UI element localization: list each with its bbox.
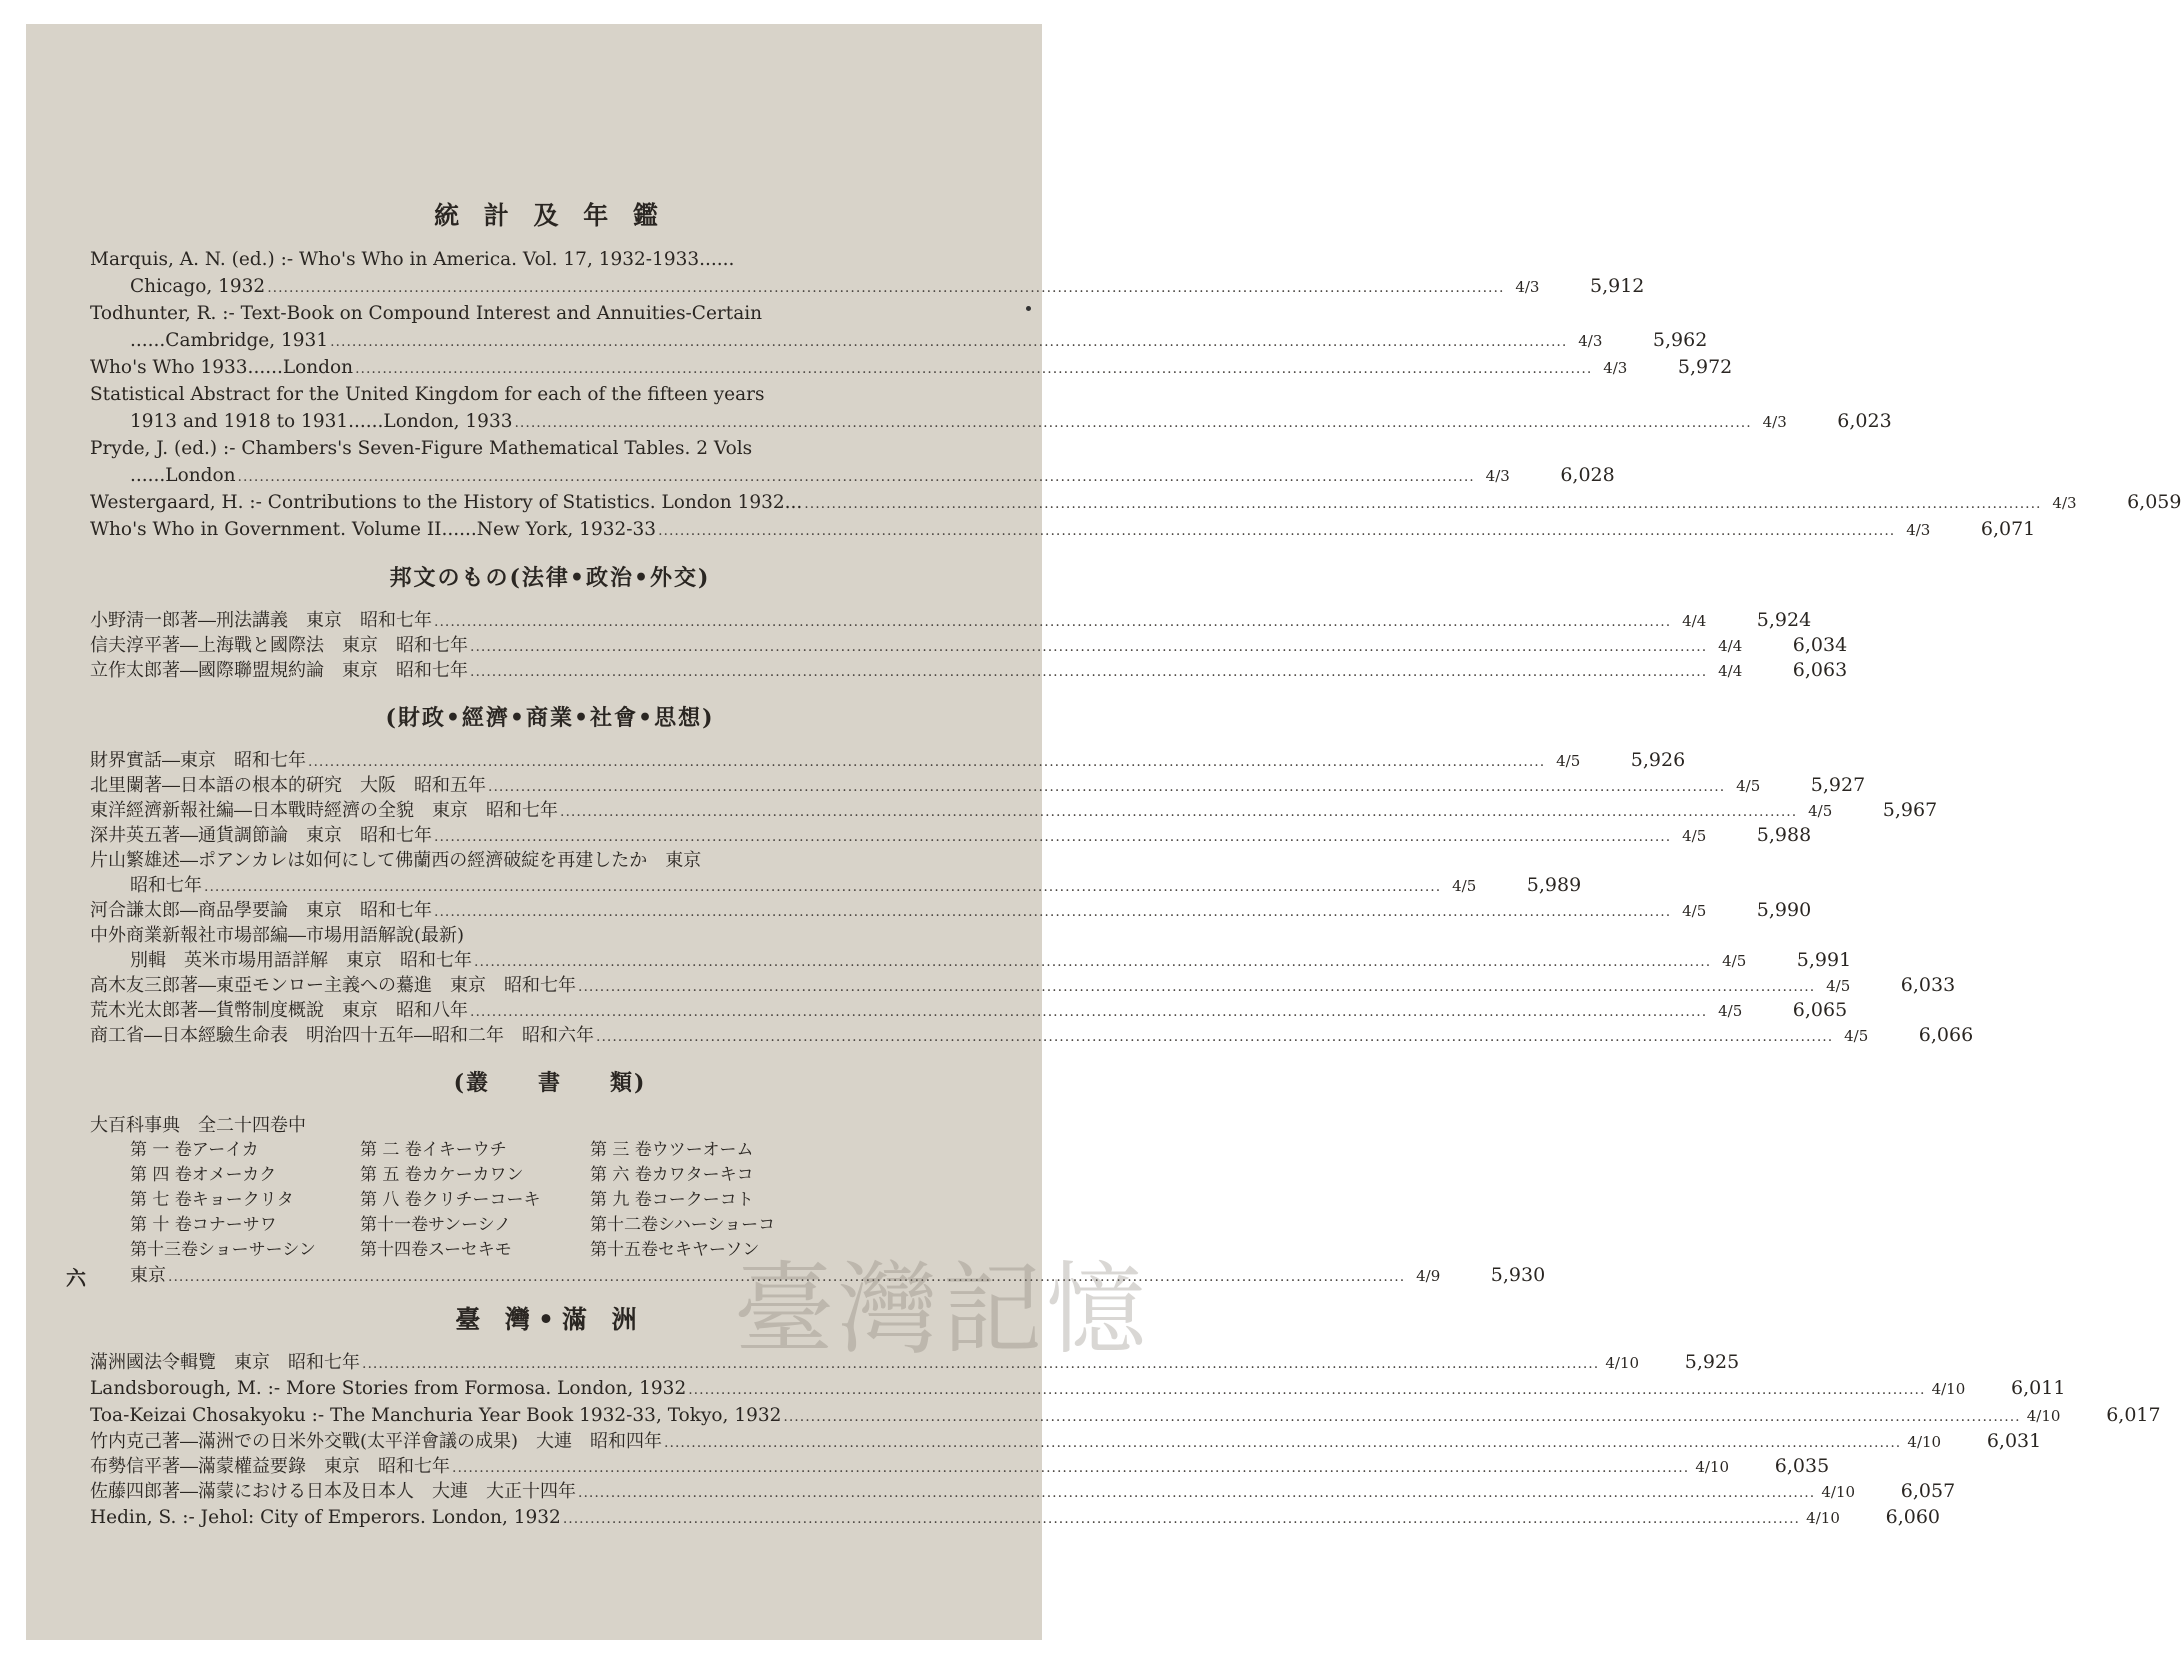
- entry-text: 布勢信平著―滿蒙權益要錄 東京 昭和七年: [90, 1456, 450, 1477]
- entry-line: [90, 327, 1708, 354]
- fraction: 4/5: [1682, 902, 1707, 920]
- entry-text: 佐藤四郎著―滿蒙における日本及日本人 大連 大正十四年: [90, 1481, 576, 1502]
- catalog-number: 5,912: [1590, 275, 1645, 297]
- fraction: 4/3: [1515, 278, 1540, 296]
- entry-line: [90, 1402, 2161, 1429]
- leader-dots: [470, 1000, 1707, 1025]
- leader-dots: [578, 1481, 1815, 1506]
- leader-dots: [267, 275, 1504, 302]
- section-title-economy: (財政•經濟•商業•社會•思想): [385, 705, 715, 731]
- fraction: 4/10: [1821, 1483, 1856, 1501]
- fraction: 4/5: [1452, 877, 1477, 895]
- entry-text: ......London: [130, 465, 236, 486]
- fraction: 4/5: [1722, 952, 1747, 970]
- entry-text: 信夫淳平著―上海戰と國際法 東京 昭和七年: [90, 635, 468, 656]
- fraction: 4/5: [1844, 1027, 1869, 1045]
- entry-line: [90, 798, 1938, 823]
- entry-text: 中外商業新報社市場部編―市場用語解說(最新): [90, 925, 465, 946]
- fraction: 4/10: [1605, 1354, 1640, 1372]
- leader-dots: [563, 1506, 1800, 1533]
- leader-dots: [658, 518, 1895, 545]
- leader-dots: [355, 356, 1592, 383]
- catalog-number: 5,972: [1677, 356, 1733, 378]
- fraction: 4/10: [1695, 1458, 1730, 1476]
- fraction: 4/10: [2026, 1407, 2061, 1425]
- section-title-taiwan: 臺 灣•滿 洲: [455, 1305, 645, 1334]
- leader-dots: [452, 1456, 1689, 1481]
- entry-text: 竹内克己著―滿洲での日米外交戰(太平洋會議の成果) 大連 昭和四年: [90, 1431, 663, 1452]
- entry-line: [90, 773, 1866, 798]
- leader-dots: [664, 1431, 1901, 1456]
- catalog-number: 6,011: [2011, 1377, 2066, 1399]
- fraction: 4/3: [1578, 332, 1603, 350]
- fraction: 4/5: [1718, 1002, 1743, 1020]
- fraction: 4/4: [1718, 637, 1743, 655]
- fraction: 4/5: [1808, 802, 1833, 820]
- series-volume: 第 六 卷カワターキコ: [590, 1165, 754, 1185]
- catalog-number: 6,033: [1900, 974, 1956, 996]
- watermark-logo: 臺灣記憶: [734, 1251, 1150, 1368]
- entry-text: 商工省―日本經驗生命表 明治四十五年―昭和二年 昭和六年: [90, 1025, 594, 1046]
- page-speck: [1026, 306, 1031, 311]
- entry-line: [90, 1429, 2042, 1454]
- catalog-number: 6,028: [1560, 464, 1615, 486]
- leader-dots: [560, 800, 1797, 825]
- series-intro: 大百科事典 全二十四卷中: [90, 1115, 306, 1136]
- catalog-number: 6,057: [1900, 1480, 1956, 1502]
- series-volume: 第 四 卷オメーカク: [130, 1165, 277, 1185]
- catalog-number: 5,967: [1882, 799, 1938, 821]
- entry-text: Marquis, A. N. (ed.) :- Who's Who in America. Vol. 17, 1932-1933......: [90, 249, 735, 270]
- entry-line: [90, 273, 1645, 300]
- entry-text: 昭和七年: [130, 875, 202, 896]
- catalog-number: 5,926: [1630, 749, 1686, 771]
- catalog-number: 6,023: [1837, 410, 1892, 432]
- entry-text: Landsborough, M. :- More Stories from Formosa. London, 1932: [90, 1378, 687, 1399]
- series-volume: 第十三卷ショーサーシン: [130, 1240, 316, 1260]
- entry-line: [90, 923, 1010, 948]
- leader-dots: [434, 610, 1671, 635]
- entry-line: [90, 873, 1582, 898]
- document-page: [26, 24, 2182, 1640]
- entry-line: [90, 1454, 1830, 1479]
- entry-text: 1913 and 1918 to 1931......London, 1933: [130, 411, 513, 432]
- entry-text: 河合謙太郎―商品學要論 東京 昭和七年: [90, 900, 432, 921]
- catalog-number: 5,924: [1756, 609, 1812, 631]
- entry-line: [90, 848, 1010, 873]
- entry-text: 高木友三郎著―東亞モンロー主義への驀進 東京 昭和七年: [90, 975, 576, 996]
- leader-dots: [330, 329, 1567, 356]
- fraction: 4/10: [1907, 1433, 1942, 1451]
- catalog-number: 6,031: [1986, 1430, 2042, 1452]
- catalog-number: 6,017: [2106, 1404, 2161, 1426]
- entry-line: [90, 948, 1852, 973]
- fraction: 4/5: [1556, 752, 1581, 770]
- leader-dots: [514, 410, 1751, 437]
- series-volume: 第 三 卷ウツーオーム: [590, 1140, 754, 1160]
- entry-text: Statistical Abstract for the United Kingdom for each of the fifteen years: [90, 384, 765, 405]
- fraction: 4/10: [1931, 1380, 1966, 1398]
- leader-dots: [488, 775, 1725, 800]
- entry-line: [90, 823, 1812, 848]
- section-title-series: (叢 書 類): [453, 1070, 647, 1096]
- series-volume: 第十一卷サンーシノ: [360, 1215, 512, 1235]
- entry-text: Who's Who in Government. Volume II......New York, 1932-33: [90, 519, 657, 540]
- series-volume: 第十二卷シハーショーコ: [590, 1215, 776, 1235]
- entry-line: [90, 246, 1010, 273]
- entry-line: [90, 633, 1848, 658]
- catalog-number: 5,989: [1526, 874, 1582, 896]
- leader-dots: [783, 1404, 2020, 1431]
- fraction: 4/3: [1906, 521, 1931, 539]
- entry-line: [90, 748, 1686, 773]
- leader-dots: [578, 975, 1815, 1000]
- entry-text: 深井英五著―通貨調節論 東京 昭和七年: [90, 825, 432, 846]
- fraction: 4/3: [2052, 494, 2077, 512]
- series-volume: 第十四卷スーセキモ: [360, 1240, 512, 1260]
- entry-text: Who's Who 1933......London: [90, 357, 354, 378]
- entry-line: [90, 462, 1615, 489]
- entry-text: Hedin, S. :- Jehol: City of Emperors. London, 1932: [90, 1507, 561, 1528]
- entry-text: 別輯 英米市場用語詳解 東京 昭和七年: [130, 950, 472, 971]
- series-intro-line: [90, 1113, 1010, 1138]
- catalog-number: 5,927: [1810, 774, 1866, 796]
- fraction: 4/5: [1736, 777, 1761, 795]
- entry-line: [90, 408, 1892, 435]
- fraction: 4/5: [1826, 977, 1851, 995]
- series-volume: 第 十 卷コナーサワ: [130, 1215, 277, 1235]
- entry-text: 財界實話―東京 昭和七年: [90, 750, 306, 771]
- entry-text: Chicago, 1932: [130, 276, 266, 297]
- catalog-number: 5,990: [1756, 899, 1812, 921]
- entry-line: [90, 1479, 1956, 1504]
- catalog-number: 6,065: [1792, 999, 1848, 1021]
- leader-dots: [238, 464, 1475, 491]
- entry-line: [90, 973, 1956, 998]
- entry-text: 東洋經濟新報社編―日本戰時經濟の全貌 東京 昭和七年: [90, 800, 558, 821]
- fraction: 4/3: [1762, 413, 1787, 431]
- entry-line: [90, 998, 1848, 1023]
- entry-text: ......Cambridge, 1931: [130, 330, 329, 351]
- fraction: 4/9: [1416, 1267, 1441, 1285]
- entry-text: Toa-Keizai Chosakyoku :- The Manchuria Year Book 1932-33, Tokyo, 1932: [90, 1405, 782, 1426]
- section-title-statistics: 統 計 及 年 鑑: [434, 201, 666, 230]
- entry-text: 立作太郎著―國際聯盟規約論 東京 昭和七年: [90, 660, 468, 681]
- series-volume: 第十五卷セキヤーソン: [590, 1240, 760, 1260]
- series-volume: 第 八 卷クリチーコーキ: [360, 1190, 541, 1210]
- series-place: 東京: [130, 1265, 166, 1286]
- fraction: 4/5: [1682, 827, 1707, 845]
- entry-line: [90, 381, 1010, 408]
- fraction: 4/10: [1806, 1509, 1840, 1527]
- entry-line: [90, 489, 2182, 516]
- catalog-number: 6,060: [1885, 1506, 1941, 1528]
- series-volume: 第 七 卷キョークリタ: [130, 1190, 294, 1210]
- leader-dots: [470, 635, 1707, 660]
- series-volume: 第 一 卷アーイカ: [130, 1140, 259, 1160]
- fraction: 4/4: [1718, 662, 1743, 680]
- entry-text: Todhunter, R. :- Text-Book on Compound Interest and Annuities-Certain: [90, 303, 763, 324]
- leader-dots: [308, 750, 1545, 775]
- entry-line: [90, 435, 1010, 462]
- leader-dots: [596, 1025, 1833, 1050]
- entries-economy: [90, 748, 1974, 1048]
- entries-taiwan: [90, 1350, 2161, 1531]
- catalog-number: 6,035: [1774, 1455, 1830, 1477]
- entry-text: 荒木光太郎著―貨幣制度概說 東京 昭和八年: [90, 1000, 468, 1021]
- entry-line: [90, 898, 1812, 923]
- leader-dots: [470, 660, 1707, 685]
- leader-dots: [474, 950, 1711, 975]
- series-volume: 第 五 卷カケーカワン: [360, 1165, 524, 1185]
- catalog-number: 6,034: [1792, 634, 1848, 656]
- leader-dots: [688, 1377, 1925, 1404]
- catalog-number: 5,930: [1490, 1264, 1546, 1286]
- page-number: 六: [66, 1266, 86, 1290]
- entry-line: [90, 516, 2036, 543]
- entry-text: 滿洲國法令輯覽 東京 昭和七年: [90, 1352, 360, 1373]
- entry-text: 小野淸一郎著―刑法講義 東京 昭和七年: [90, 610, 432, 631]
- entry-text: Westergaard, H. :- Contributions to the History of Statistics. London 1932...: [90, 492, 803, 513]
- entry-line: [90, 608, 1812, 633]
- leader-dots: [804, 491, 2041, 518]
- entry-line: [90, 1023, 1974, 1048]
- catalog-number: 6,066: [1918, 1024, 1974, 1046]
- fraction: 4/3: [1603, 359, 1628, 377]
- catalog-number: 5,925: [1684, 1351, 1740, 1373]
- entry-text: Pryde, J. (ed.) :- Chambers's Seven-Figure Mathematical Tables. 2 Vols: [90, 438, 753, 459]
- entry-line: [90, 658, 1848, 683]
- leader-dots: [204, 875, 1441, 900]
- entry-line: [90, 1375, 2066, 1402]
- entry-text: 北里闌著―日本語の根本的硏究 大阪 昭和五年: [90, 775, 486, 796]
- entry-line: [90, 300, 1010, 327]
- catalog-number: 5,991: [1796, 949, 1852, 971]
- series-volume: 第 二 卷イキーウチ: [360, 1140, 507, 1160]
- entry-text: 片山繁雄述―ポアンカレは如何にして佛蘭西の經濟破綻を再建したか 東京: [90, 850, 702, 871]
- catalog-number: 6,063: [1792, 659, 1848, 681]
- entry-line: [90, 354, 1733, 381]
- leader-dots: [434, 900, 1671, 925]
- entries-japanese: [90, 608, 1848, 683]
- entries-statistics: [90, 246, 2182, 543]
- leader-dots: [434, 825, 1671, 850]
- catalog-number: 5,962: [1652, 329, 1708, 351]
- fraction: 4/3: [1485, 467, 1510, 485]
- catalog-number: 6,059: [2127, 491, 2182, 513]
- fraction: 4/4: [1682, 612, 1707, 630]
- entry-line: [90, 1504, 1941, 1531]
- catalog-number: 6,071: [1980, 518, 2036, 540]
- section-title-japanese: 邦文のもの(法律•政治•外交): [389, 565, 711, 591]
- series-volume: 第 九 卷コークーコト: [590, 1190, 754, 1210]
- catalog-number: 5,988: [1756, 824, 1812, 846]
